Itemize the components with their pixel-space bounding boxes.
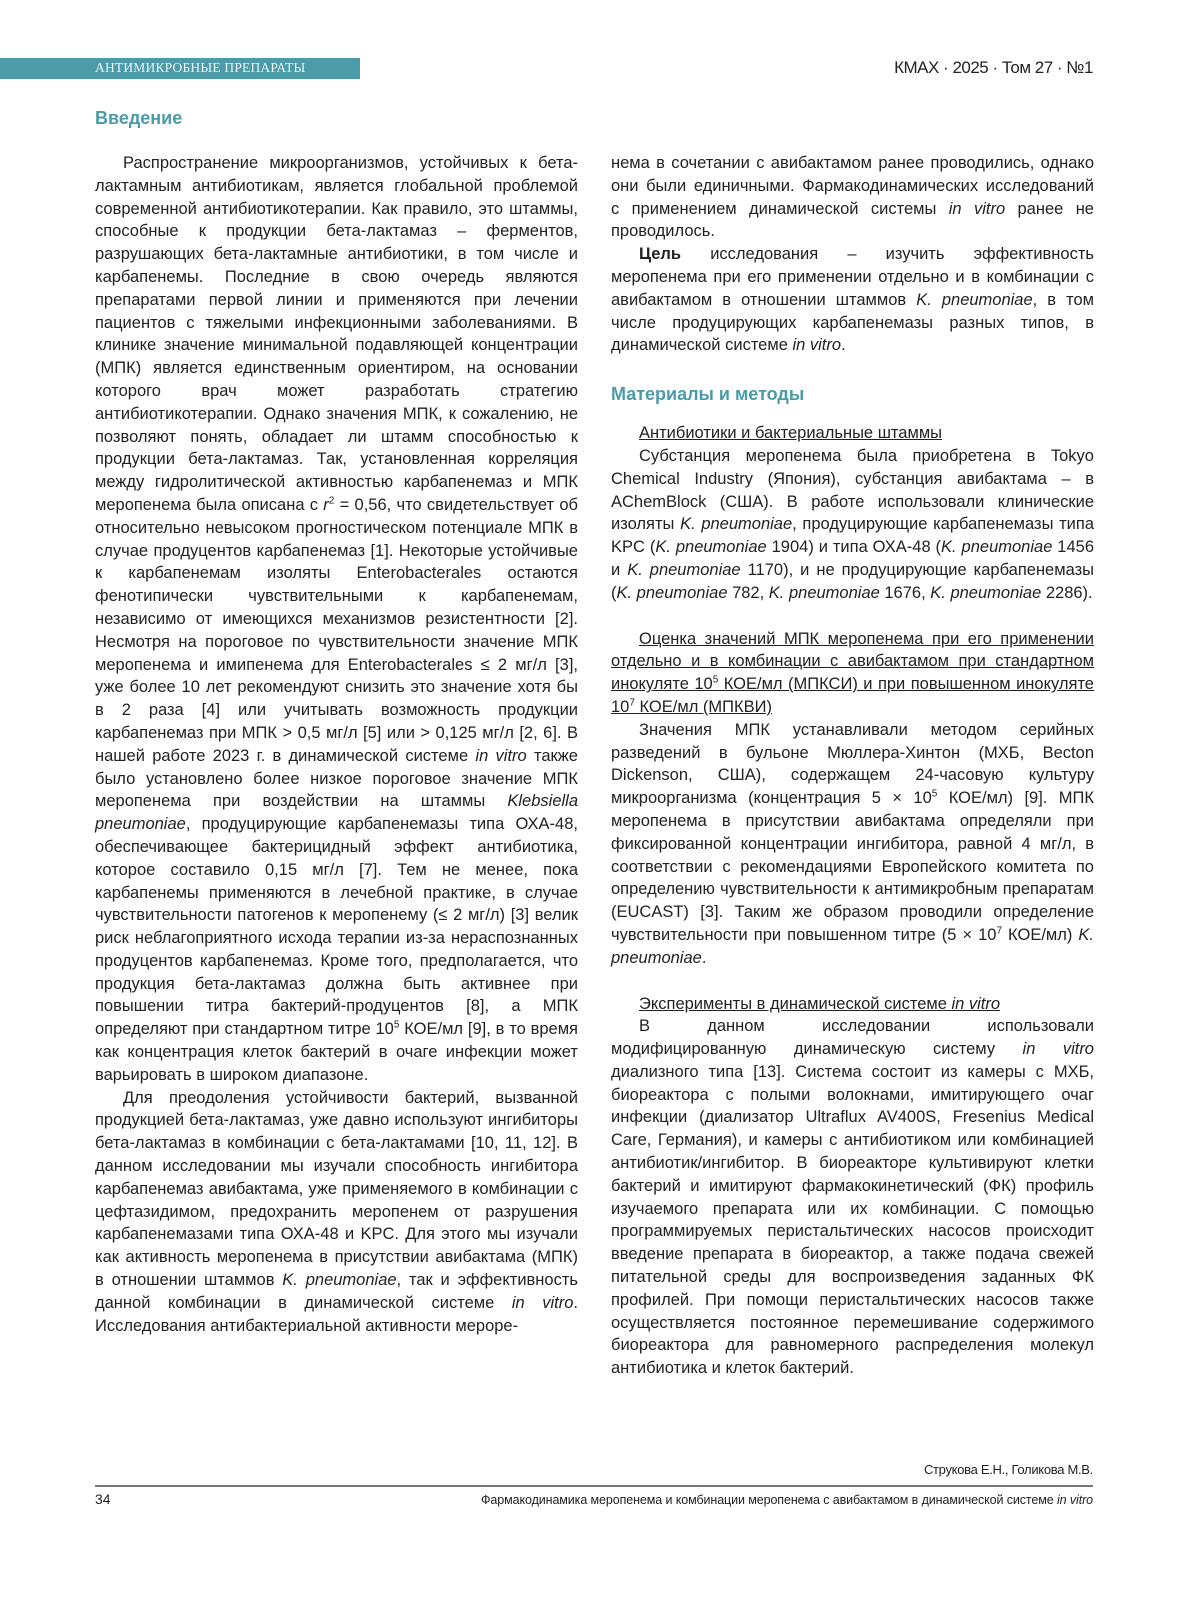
superscript: 5	[394, 1020, 400, 1031]
page-number: 34	[95, 1491, 111, 1508]
italic-text: in vitro	[512, 1294, 574, 1312]
superscript: 5	[932, 789, 938, 800]
text-run: , в том числе продуцирующих карбапенемазы разных типов, в динамической системе	[611, 291, 1094, 355]
italic-text: K. pneumoniae	[627, 561, 740, 579]
text-run: В данном исследовании использовали модифицированную динамическую систему	[611, 1017, 1094, 1058]
text-run: 782,	[728, 584, 769, 602]
italic-text: r	[323, 496, 329, 514]
left-column	[95, 152, 578, 1337]
subsection-heading	[611, 628, 1094, 719]
superscript: 5	[713, 675, 719, 686]
text-run: Для преодоления устойчивости бактерий, вызванной продукцией бета-лактамаз, уже давно используют ингибиторы бета-лактамаз в комбинации с бета-лактамами [10, 11, 12]. В данном исследовании мы изучали способность ингибитора карбапенемаз авибактама, уже применяемого в комбинации с цефтазидимом, предохранить меропенем от разрушения карбапенемазами типа ОХА-48 и KPC. Для этого мы изучали как активность меропенема в присутствии авибактама (МПК) в отношении штаммов	[95, 1089, 578, 1289]
italic-text: in vitro	[951, 995, 1000, 1013]
superscript: 7	[629, 697, 635, 708]
paragraph	[611, 152, 1094, 243]
text-run: . Исследования антибактериальной активности мероpe-	[95, 1294, 578, 1335]
text-run: Антибиотики и бактериальные штаммы	[639, 424, 942, 442]
text-run: Субстанция меропенема была приобретена в Tokyo Chemical Industry (Япония), субстанция авибактама – в AChemBlock (США). В работе использовали клинические изоляты	[611, 447, 1094, 533]
superscript: 7	[996, 925, 1002, 936]
spacer	[611, 970, 1094, 993]
paragraph	[611, 719, 1094, 970]
italic-text: in vitro	[949, 200, 1005, 218]
italic-text: K. pneumoniae	[611, 926, 1094, 967]
text-run: КОЕ/мл (МПКСИ) и при повышенном инокуляте 10	[611, 675, 1094, 716]
text-run: КОЕ/мл) [9]. МПК меропенема в присутствии авибактама определяли при фиксированной концентрации ингибитора, равной 4 мг/л, в соответствии с рекомендациями Европейского комитета по определению чувствительности к антимикробным препаратам (EUCAST) [3]. Таким же образом проводили определение чувствительности при повышенном титре (5 × 10	[611, 789, 1094, 944]
footer-article-title	[481, 1492, 1093, 1508]
text-run: 1170), и не продуцирующие карбапенемазы (	[611, 561, 1094, 602]
section-title: АНТИМИКРОБНЫЕ ПРЕПАРАТЫ	[95, 60, 306, 76]
text-run: нема в сочетании с авибактамом ранее проводились, однако они были единичными. Фармакодинамических исследований с применением динамической системы	[611, 154, 1094, 218]
text-run: КОЕ/мл [9], в то время как концентрация клеток бактерий в очаге инфекции может варьировать в широком диапазоне.	[95, 1020, 578, 1084]
footer-title-text: Фармакодинамика меропенема и комбинации меропенема с авибактамом в динамической системе	[481, 1493, 1057, 1507]
text-run: Значения МПК устанавливали методом серийных разведений в бульоне Мюллера-Хинтон (МХБ, Becton Dickenson, США), содержащем 24-часовую культуру микроорганизма (концентрация 5 × 10	[611, 721, 1094, 807]
text-run: КОЕ/мл)	[1002, 926, 1078, 944]
text-run: исследования – изучить эффективность меропенема при его применении отдельно и в комбинации с авибактамом в отношении штаммов	[611, 245, 1094, 309]
italic-text: K. pneumoniae	[769, 584, 880, 602]
italic-text: K. pneumoniae	[617, 584, 728, 602]
text-run: .	[841, 336, 846, 354]
paragraph	[611, 445, 1094, 605]
text-run: , продуцирующие карбапенемазы типа ОХА-48, обеспечивающее бактерицидный эффект антибиотика, которое составило 0,15 мг/л [7]. Тем не менее, пока карбапенемы применяются в лечебной практике, в случае чувствительности патогенов к меропенему (≤ 2 мг/л) [3] велик риск неблагоприятного исхода терапии из-за нераспознанных продуцентов карбапенемаз. Кроме того, предполагается, что продукция бета-лактамаз должна быть активнее при повышении титра бактерий-продуцентов [8], а МПК определяют при стандартном титре 10	[95, 815, 578, 1038]
footer-title-italic: in vitro	[1057, 1493, 1093, 1507]
italic-text: K. pneumoniae	[930, 584, 1041, 602]
italic-text: K. pneumoniae	[655, 538, 766, 556]
heading-introduction: Введение	[95, 107, 182, 129]
italic-text: K. pneumoniae	[916, 291, 1032, 309]
paragraph	[611, 1015, 1094, 1380]
text-run: = 0,56, что свидетельствует об относительно невысоком прогностическом потенциале МПК в случае продуцентов карбапенемаз [1]. Некоторые устойчивые к карбапенемам изоляты Enterobacterales остаются фенотипически чувствительными к карбапенемам, независимо от имеющихся механизмов резистентности [2]. Несмотря на пороговое по чувствительности значение МПК меропенема и имипенема для Enterobacterales ≤ 2 мг/л [3], уже более 10 лет рекомендуют снизить это значение хотя бы в 2 раза [4] или учитывать возможность продукции карбапенемаз при МПК > 0,5 мг/л [5] или > 0,125 мг/л [2, 6]. В нашей работе 2023 г. в динамической системе	[95, 496, 578, 765]
text-run: 1904) и типа ОХА-48 (	[767, 538, 941, 556]
text-run: .	[702, 949, 707, 967]
footer-authors: Струкова Е.Н., Голикова М.В.	[924, 1462, 1093, 1478]
italic-text: K. pneumoniae	[282, 1271, 396, 1289]
paragraph	[95, 152, 578, 1087]
text-run: 2286).	[1041, 584, 1092, 602]
heading-methods: Материалы и методы	[611, 383, 1094, 406]
superscript: 2	[329, 495, 335, 506]
subsection-heading	[611, 422, 1094, 445]
italic-text: in vitro	[475, 747, 526, 765]
text-run: Эксперименты в динамической системе	[639, 995, 951, 1013]
text-run: диализного типа [13]. Система состоит из камеры с МХБ, биореактора с полыми волокнами, имитирующего очаг инфекции (диализатор Ultraflux AV400S, Fresenius Medical Care, Германия), и камеры с антибиотиком или комбинацией антибиотик/ингибитор. В биореакторе культивируют клетки бактерий и имитируют фармакокинетический (ФК) профиль изучаемого препарата или их комбинации. С помощью программируемых перистальтических насосов происходит введение препарата в биореактор, а также подача свежей питательной среды для воспроизведения заданных ФК профилей. При помощи перистальтических насосов также осуществляется постоянное перемешивание содержимого биореактора для равномерного распределения молекул антибиотика и клеток бактерий.	[611, 1063, 1094, 1377]
journal-info: КМАХ · 2025 · Том 27 · №1	[894, 58, 1093, 78]
right-column	[611, 152, 1094, 1380]
text-run: Распространение микроорганизмов, устойчивых к бета-лактамным антибиотикам, является глобальной проблемой современной антибиотикотерапии. Как правило, это штаммы, способные к продукции бета-лактамаз – ферментов, разрушающих бета-лактамные антибиотики, в том числе и карбапенемы. Последние в свою очередь являются препаратами первой линии и применяются при лечении пациентов с тяжелыми инфекционными заболеваниями. В клинике значение минимальной подавляющей концентрации (МПК) является единственным ориентиром, на основании которого врач может разработать стратегию антибиотикотерапии. Однако значения МПК, к сожалению, не позволяют понять, обладает ли штамм способностью к продукции бета-лактамаз. Так, установленная корреляция между гидролитической активностью карбапенемаз и МПК меропенема была описана с	[95, 154, 578, 514]
text-run: также было установлено более низкое пороговое значение МПК меропенема при воздействии на штаммы	[95, 747, 578, 811]
text-run: , продуцирующие карбапенемазы типа KPC (	[611, 515, 1094, 556]
footer-divider	[95, 1485, 1093, 1487]
paragraph	[95, 1087, 578, 1338]
text-run: Оценка значений МПК меропенема при его применении отдельно и в комбинации с авибактамом при стандартном инокуляте 10	[611, 630, 1094, 694]
text-run: , так и эффективность данной комбинации в динамической системе	[95, 1271, 578, 1312]
text-run: 1676,	[880, 584, 930, 602]
italic-text: Klebsiella pneumoniae	[95, 792, 578, 833]
italic-text: K. pneumoniae	[941, 538, 1052, 556]
paragraph	[611, 243, 1094, 357]
text-run: ранее не проводилось.	[611, 200, 1094, 241]
italic-text: in vitro	[1023, 1040, 1094, 1058]
spacer	[611, 605, 1094, 628]
bold-text: Цель	[639, 245, 681, 263]
subsection-heading	[611, 993, 1094, 1016]
italic-text: in vitro	[792, 336, 841, 354]
text-run: КОЕ/мл (МПКВИ)	[635, 698, 772, 716]
italic-text: K. pneumoniae	[680, 515, 792, 533]
section-banner	[0, 58, 360, 79]
text-run: 1456 и	[611, 538, 1094, 579]
